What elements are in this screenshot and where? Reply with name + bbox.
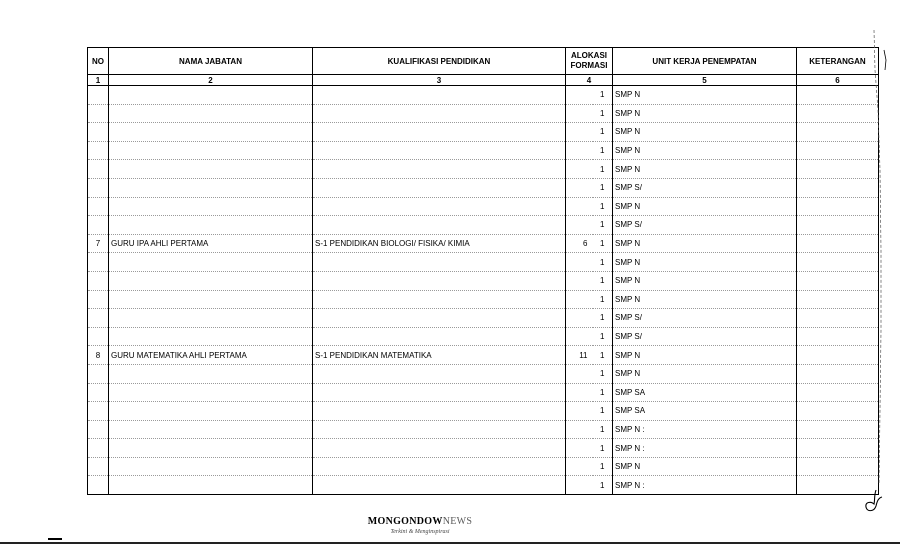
keterangan-cell [797,290,879,309]
alokasi-total-cell [566,364,593,383]
alokasi-total-cell [566,141,593,160]
alokasi-total-cell [566,104,593,123]
row-number [88,420,109,439]
row-number [88,327,109,346]
row-number [88,271,109,290]
keterangan-cell [797,383,879,402]
row-number [88,290,109,309]
nama-jabatan-cell [109,383,313,402]
mongondownews-logo [0,516,840,527]
nama-jabatan-cell: GURU IPA AHLI PERTAMA [109,234,313,253]
kualifikasi-cell [313,364,566,383]
unit-kerja-cell: SMP S/ [613,309,797,328]
alokasi-sub-cell: 1 [593,364,613,383]
keterangan-cell [797,420,879,439]
kualifikasi-cell [313,420,566,439]
table-row [88,104,879,123]
header-alokasi-line2: FORMASI [570,61,608,70]
nama-jabatan-cell [109,160,313,179]
row-number [88,383,109,402]
kualifikasi-cell [313,383,566,402]
alokasi-total-cell [566,253,593,272]
unit-kerja-cell: SMP S/ [613,178,797,197]
row-number [88,86,109,105]
alokasi-sub-cell: 1 [593,439,613,458]
unit-kerja-cell: SMP N [613,197,797,216]
nama-jabatan-cell [109,309,313,328]
kualifikasi-cell [313,216,566,235]
alokasi-sub-cell: 1 [593,457,613,476]
nama-jabatan-cell: GURU MATEMATIKA AHLI PERTAMA [109,346,313,365]
alokasi-total-cell [566,123,593,142]
alokasi-sub-cell: 1 [593,104,613,123]
alokasi-total-cell [566,327,593,346]
unit-kerja-cell: SMP N [613,457,797,476]
alokasi-total-cell [566,271,593,290]
nama-jabatan-cell [109,86,313,105]
unit-kerja-cell: SMP N : [613,476,797,495]
keterangan-cell [797,197,879,216]
alokasi-total-cell [566,216,593,235]
formasi-table [87,47,879,495]
table-row [88,86,879,105]
logo-accent-text: NEWS [442,516,473,527]
kualifikasi-cell [313,123,566,142]
row-number [88,123,109,142]
unit-kerja-cell: SMP N [613,141,797,160]
unit-kerja-cell: SMP N [613,160,797,179]
keterangan-cell [797,234,879,253]
alokasi-sub-cell: 1 [593,216,613,235]
row-number [88,476,109,495]
alokasi-sub-cell: 1 [593,160,613,179]
column-number: 2 [109,75,313,86]
table-row [88,309,879,328]
row-number [88,216,109,235]
nama-jabatan-cell [109,420,313,439]
row-number: 7 [88,234,109,253]
alokasi-sub-cell: 1 [593,234,613,253]
keterangan-cell [797,364,879,383]
header-keterangan: KETERANGAN [797,48,879,75]
column-number: 1 [88,75,109,86]
row-number [88,253,109,272]
keterangan-cell [797,457,879,476]
row-number [88,104,109,123]
alokasi-sub-cell: 1 [593,290,613,309]
column-number: 4 [566,75,613,86]
keterangan-cell [797,271,879,290]
page-bottom-rule [0,542,900,544]
keterangan-cell [797,178,879,197]
nama-jabatan-cell [109,476,313,495]
alokasi-total-cell: 6 [566,234,593,253]
kualifikasi-cell [313,86,566,105]
alokasi-sub-cell: 1 [593,178,613,197]
unit-kerja-cell: SMP N [613,104,797,123]
alokasi-sub-cell: 1 [593,141,613,160]
row-number [88,439,109,458]
nama-jabatan-cell [109,178,313,197]
table-row [88,346,879,365]
column-number: 6 [797,75,879,86]
column-number: 3 [313,75,566,86]
table-row [88,253,879,272]
alokasi-sub-cell: 1 [593,86,613,105]
alokasi-sub-cell: 1 [593,271,613,290]
header-alokasi-formasi [566,48,613,75]
alokasi-sub-cell: 1 [593,476,613,495]
kualifikasi-cell [313,253,566,272]
row-number [88,197,109,216]
alokasi-total-cell: 11 [566,346,593,365]
keterangan-cell [797,439,879,458]
table-row [88,457,879,476]
keterangan-cell [797,309,879,328]
row-number: 8 [88,346,109,365]
scan-edge-mark [872,30,892,490]
keterangan-cell [797,346,879,365]
alokasi-total-cell [566,476,593,495]
kualifikasi-cell [313,104,566,123]
unit-kerja-cell: SMP SA [613,402,797,421]
unit-kerja-cell: SMP N [613,364,797,383]
keterangan-cell [797,160,879,179]
table-row [88,141,879,160]
kualifikasi-cell: S-1 PENDIDIKAN BIOLOGI/ FISIKA/ KIMIA [313,234,566,253]
row-number [88,402,109,421]
kualifikasi-cell [313,197,566,216]
alokasi-sub-cell: 1 [593,123,613,142]
alokasi-total-cell [566,290,593,309]
header-unit-kerja: UNIT KERJA PENEMPATAN [613,48,797,75]
kualifikasi-cell [313,290,566,309]
unit-kerja-cell: SMP N : [613,420,797,439]
kualifikasi-cell [313,439,566,458]
nama-jabatan-cell [109,327,313,346]
alokasi-sub-cell: 1 [593,253,613,272]
unit-kerja-cell: SMP S/ [613,216,797,235]
kualifikasi-cell [313,476,566,495]
alokasi-sub-cell: 1 [593,197,613,216]
kualifikasi-cell: S-1 PENDIDIKAN MATEMATIKA [313,346,566,365]
handwritten-paraph-mark [862,488,886,514]
header-kualifikasi: KUALIFIKASI PENDIDIKAN [313,48,566,75]
kualifikasi-cell [313,309,566,328]
row-number [88,178,109,197]
table-row [88,290,879,309]
alokasi-sub-cell: 1 [593,383,613,402]
unit-kerja-cell: SMP N [613,346,797,365]
alokasi-total-cell [566,439,593,458]
alokasi-sub-cell: 1 [593,309,613,328]
kualifikasi-cell [313,141,566,160]
unit-kerja-cell: SMP N [613,271,797,290]
nama-jabatan-cell [109,364,313,383]
unit-kerja-cell: SMP N : [613,439,797,458]
alokasi-total-cell [566,420,593,439]
alokasi-sub-cell: 1 [593,420,613,439]
table-row [88,178,879,197]
logo-tagline: Terkini & Menginspirasi [390,529,450,535]
table-row [88,234,879,253]
corner-dash-mark [48,538,62,540]
table-row [88,364,879,383]
table-row [88,216,879,235]
table-row [88,383,879,402]
kualifikasi-cell [313,402,566,421]
unit-kerja-cell: SMP N [613,234,797,253]
nama-jabatan-cell [109,439,313,458]
alokasi-total-cell [566,383,593,402]
nama-jabatan-cell [109,253,313,272]
table-row [88,402,879,421]
keterangan-cell [797,402,879,421]
alokasi-total-cell [566,309,593,328]
nama-jabatan-cell [109,290,313,309]
table-row [88,123,879,142]
kualifikasi-cell [313,160,566,179]
nama-jabatan-cell [109,141,313,160]
table-row [88,439,879,458]
keterangan-cell [797,86,879,105]
alokasi-total-cell [566,402,593,421]
alokasi-total-cell [566,86,593,105]
unit-kerja-cell: SMP S/ [613,327,797,346]
kualifikasi-cell [313,271,566,290]
nama-jabatan-cell [109,123,313,142]
table-row [88,271,879,290]
unit-kerja-cell: SMP N [613,253,797,272]
unit-kerja-cell: SMP SA [613,383,797,402]
unit-kerja-cell: SMP N [613,290,797,309]
alokasi-total-cell [566,197,593,216]
keterangan-cell [797,216,879,235]
row-number [88,457,109,476]
header-nama-jabatan: NAMA JABATAN [109,48,313,75]
keterangan-cell [797,141,879,160]
kualifikasi-cell [313,327,566,346]
row-number [88,309,109,328]
alokasi-sub-cell: 1 [593,402,613,421]
column-number: 5 [613,75,797,86]
kualifikasi-cell [313,178,566,197]
keterangan-cell [797,327,879,346]
row-number [88,141,109,160]
header-no: NO [88,48,109,75]
table-row [88,327,879,346]
unit-kerja-cell: SMP N [613,123,797,142]
keterangan-cell [797,253,879,272]
row-number [88,364,109,383]
nama-jabatan-cell [109,457,313,476]
keterangan-cell [797,123,879,142]
table-row [88,160,879,179]
keterangan-cell [797,104,879,123]
alokasi-sub-cell: 1 [593,327,613,346]
nama-jabatan-cell [109,104,313,123]
alokasi-sub-cell: 1 [593,346,613,365]
nama-jabatan-cell [109,271,313,290]
alokasi-total-cell [566,178,593,197]
unit-kerja-cell: SMP N [613,86,797,105]
table-row [88,476,879,495]
nama-jabatan-cell [109,197,313,216]
header-alokasi-line1: ALOKASI [571,51,607,60]
table-row [88,197,879,216]
nama-jabatan-cell [109,216,313,235]
table-row [88,420,879,439]
row-number [88,160,109,179]
nama-jabatan-cell [109,402,313,421]
kualifikasi-cell [313,457,566,476]
alokasi-total-cell [566,457,593,476]
alokasi-total-cell [566,160,593,179]
logo-main-text: MONGONDOW [367,516,443,527]
